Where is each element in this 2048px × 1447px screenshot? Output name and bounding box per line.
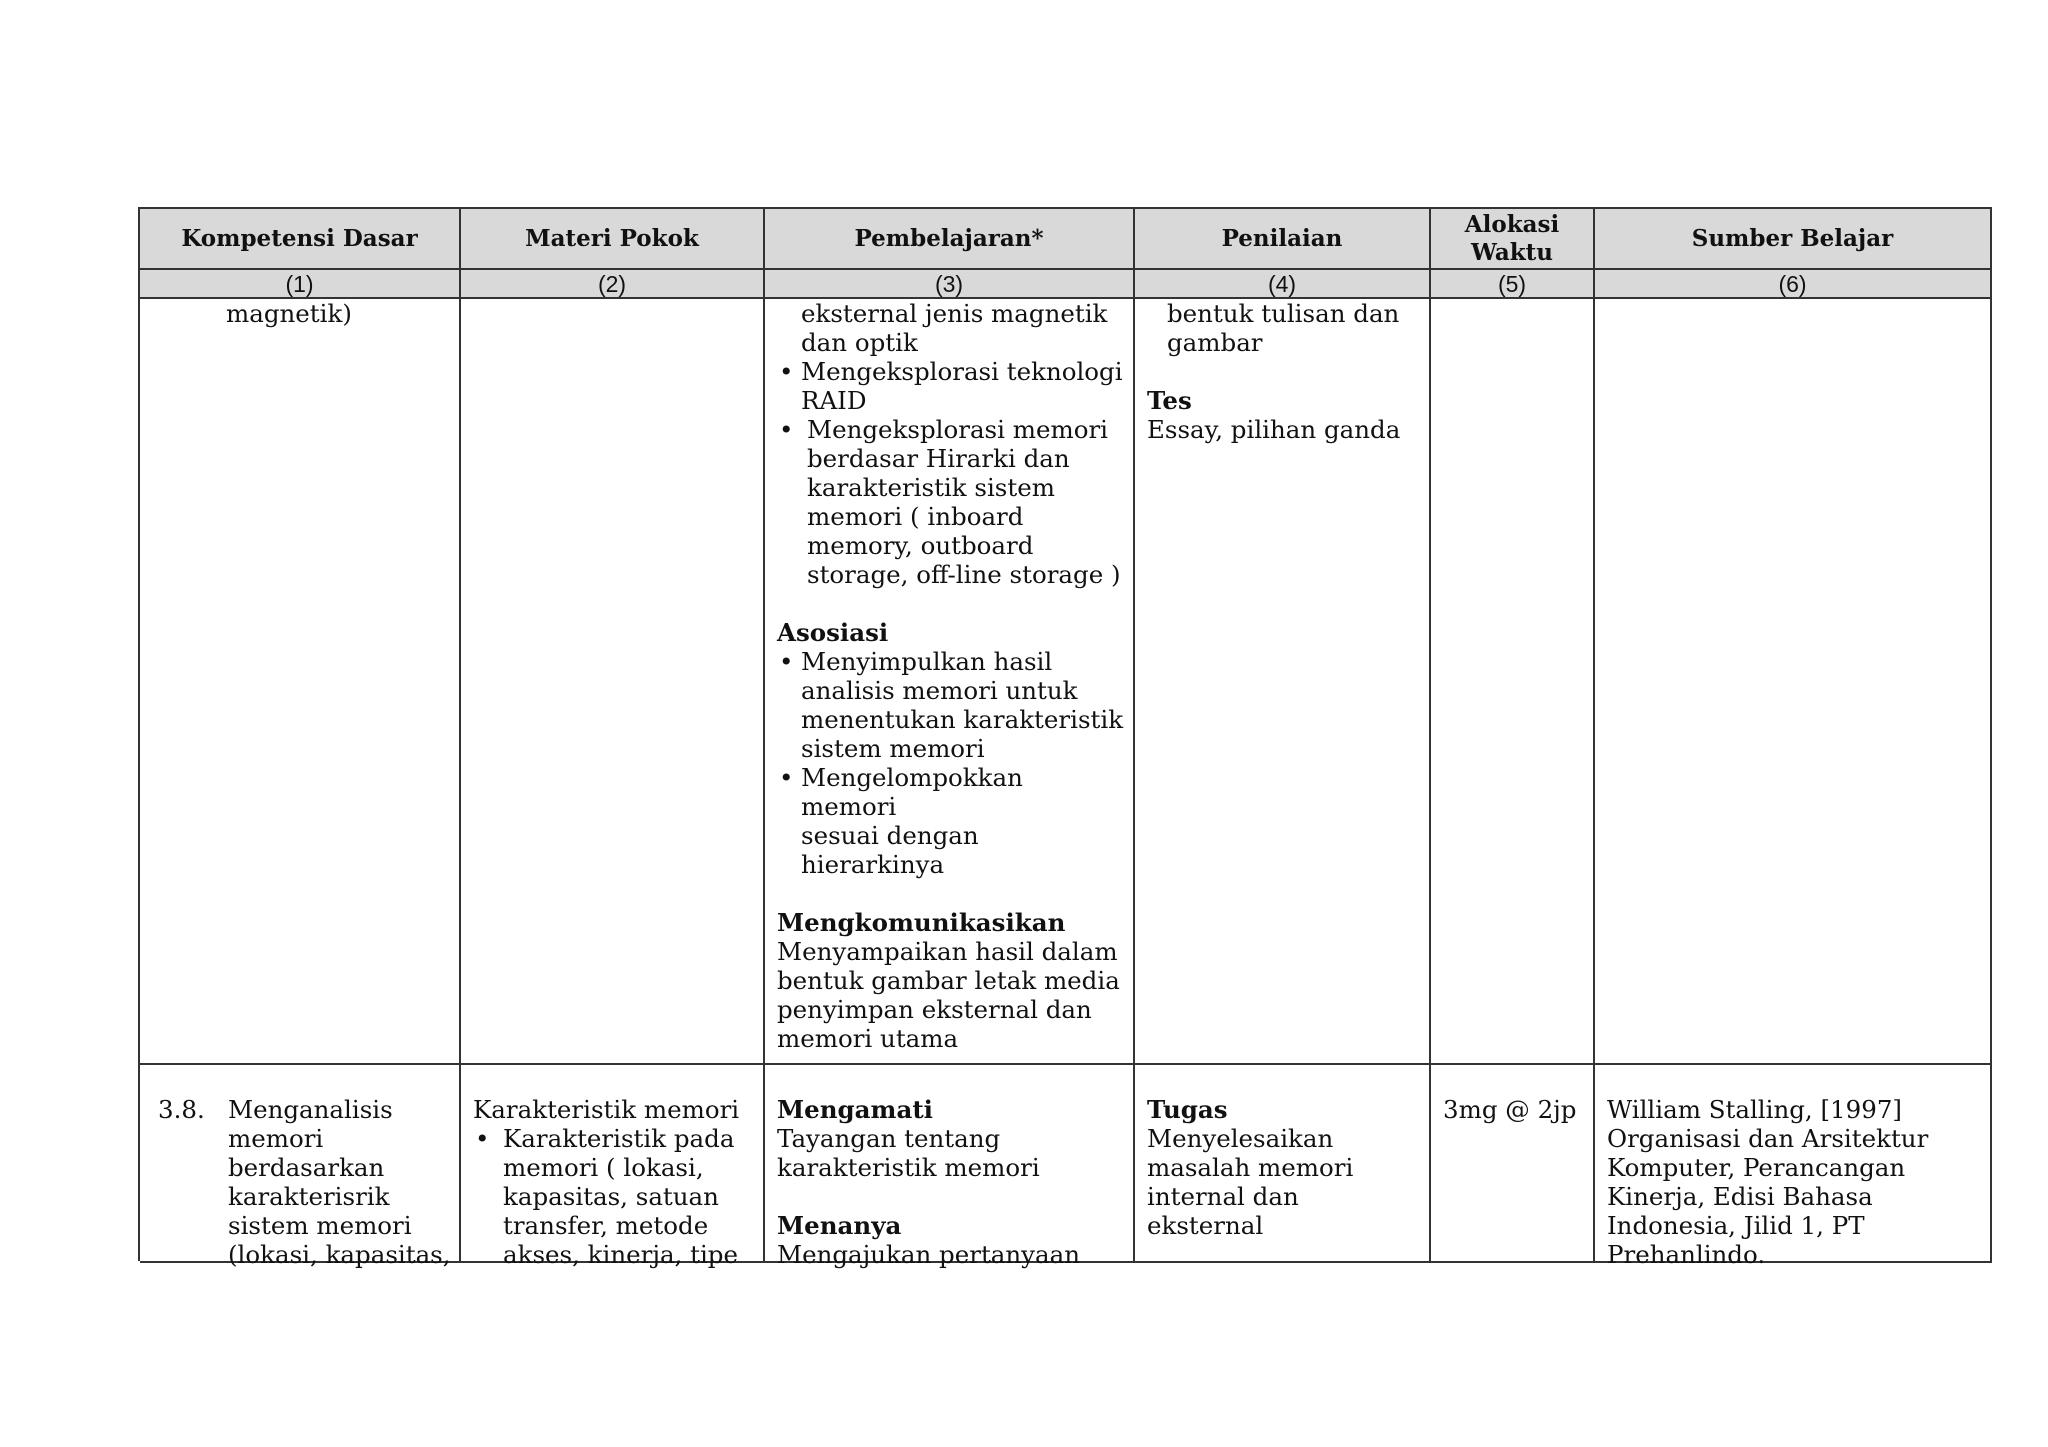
text-line: RAID <box>801 386 867 415</box>
text-line: akses, kinerja, tipe <box>503 1240 738 1269</box>
row1-kompetensi-dasar <box>140 299 461 1065</box>
kd-number: 3.8. <box>158 1095 205 1124</box>
section-heading: Mengkomunikasikan <box>777 908 1066 937</box>
row2-penilaian <box>1135 1065 1431 1263</box>
section-heading: Tugas <box>1147 1095 1228 1124</box>
header-sumber-belajar: Sumber Belajar <box>1595 209 1992 270</box>
text-line: karakteristik sistem <box>807 473 1055 502</box>
bullet-icon: • <box>779 415 794 444</box>
text-line: Kinerja, Edisi Bahasa <box>1607 1182 1873 1211</box>
syllabus-table <box>138 207 1992 1269</box>
header-kompetensi-dasar: Kompetensi Dasar <box>140 209 461 270</box>
text-line: (lokasi, kapasitas, <box>228 1240 451 1269</box>
text-line: Prehanlindo. <box>1607 1240 1766 1269</box>
text-line: Tayangan tentang <box>777 1124 1001 1153</box>
text-line: memori <box>228 1124 324 1153</box>
text-line: internal dan eksternal <box>1147 1182 1299 1240</box>
row1-pembelajaran <box>765 299 1135 1065</box>
list-item <box>777 763 1125 879</box>
column-number: (3) <box>765 270 1135 299</box>
column-number: (4) <box>1135 270 1431 299</box>
text-line: sesuai dengan <box>801 821 979 850</box>
bullet-icon: • <box>779 647 794 676</box>
text-line: memori utama <box>777 1024 959 1053</box>
text-line: Mengajukan pertanyaan <box>777 1240 1081 1269</box>
text-line: Indonesia, Jilid 1, PT <box>1607 1211 1865 1240</box>
bullet-list <box>777 357 1125 589</box>
row2-sumber-belajar <box>1595 1065 1992 1269</box>
column-number: (6) <box>1595 270 1992 299</box>
text-line: masalah memori <box>1147 1153 1354 1182</box>
text-line: Menganalisis <box>228 1095 393 1124</box>
bullet-icon: • <box>779 357 794 386</box>
text-line: berdasarkan <box>228 1153 385 1182</box>
text-line: sistem memori <box>801 734 985 763</box>
text-line: storage, off-line storage ) <box>807 560 1121 589</box>
row2-materi-pokok <box>461 1065 765 1269</box>
text-line: Mengeksplorasi memori <box>807 415 1109 444</box>
materi-title: Karakteristik memori <box>473 1095 740 1124</box>
text-line: karakteristik memori <box>777 1153 1040 1182</box>
section-heading: Asosiasi <box>777 618 889 647</box>
row2-pembelajaran <box>765 1065 1135 1269</box>
list-item <box>777 647 1125 763</box>
text-line: memory, outboard <box>807 531 1034 560</box>
header-alokasi-waktu: Alokasi Waktu <box>1431 209 1595 270</box>
text-line: dan optik <box>801 328 918 357</box>
text-line: memori ( inboard <box>807 502 1024 531</box>
row2-kompetensi-dasar <box>140 1065 461 1269</box>
column-number: (2) <box>461 270 765 299</box>
alokasi-value: 3mg @ 2jp <box>1443 1095 1577 1124</box>
row1-materi-pokok <box>461 299 765 1065</box>
section-heading: Mengamati <box>777 1095 933 1124</box>
section-heading: Tes <box>1147 386 1192 415</box>
text-line: bentuk tulisan dan <box>1167 299 1400 328</box>
text-line: William Stalling, [1997] <box>1607 1095 1902 1124</box>
row1-penilaian <box>1135 299 1431 1065</box>
text-line: sistem memori <box>228 1211 412 1240</box>
text-line: gambar <box>1167 328 1263 357</box>
text-line: Menyelesaikan <box>1147 1124 1334 1153</box>
kd-text-line: magnetik) <box>226 299 352 328</box>
text-line: Organisasi dan Arsitektur <box>1607 1124 1929 1153</box>
row1-alokasi-waktu <box>1431 299 1595 1065</box>
text-line: Mengelompokkan memori <box>801 763 1023 821</box>
bullet-icon: • <box>779 763 794 792</box>
section-heading: Menanya <box>777 1211 902 1240</box>
bullet-icon: • <box>475 1124 490 1153</box>
text-line: transfer, metode <box>503 1211 709 1240</box>
text-line: penyimpan eksternal dan <box>777 995 1092 1024</box>
text-line: hierarkinya <box>801 850 945 879</box>
text-line: Mengeksplorasi teknologi <box>801 357 1123 386</box>
text-line: eksternal jenis magnetik <box>801 299 1108 328</box>
text-line: Komputer, Perancangan <box>1607 1153 1906 1182</box>
text-line: bentuk gambar letak media <box>777 966 1120 995</box>
text-line: analisis memori untuk <box>801 676 1078 705</box>
text-line: Menyampaikan hasil dalam <box>777 937 1118 966</box>
list-item <box>777 415 1125 589</box>
row2-alokasi-waktu <box>1431 1065 1595 1263</box>
header-pembelajaran: Pembelajaran* <box>765 209 1135 270</box>
header-materi-pokok: Materi Pokok <box>461 209 765 270</box>
text-line: berdasar Hirarki dan <box>807 444 1070 473</box>
list-item <box>473 1124 755 1269</box>
text-line: kapasitas, satuan <box>503 1182 719 1211</box>
text-line: memori ( lokasi, <box>503 1153 704 1182</box>
list-item <box>777 357 1125 415</box>
column-number: (1) <box>140 270 461 299</box>
column-number: (5) <box>1431 270 1595 299</box>
text-line: Menyimpulkan hasil <box>801 647 1053 676</box>
text-line: karakterisrik <box>228 1182 390 1211</box>
row1-sumber-belajar <box>1595 299 1992 1065</box>
bullet-list <box>777 647 1125 879</box>
bullet-list <box>473 1124 755 1269</box>
text-line: menentukan karakteristik <box>801 705 1124 734</box>
header-penilaian: Penilaian <box>1135 209 1431 270</box>
text-line: Karakteristik pada <box>503 1124 735 1153</box>
text-line: Essay, pilihan ganda <box>1147 415 1401 444</box>
